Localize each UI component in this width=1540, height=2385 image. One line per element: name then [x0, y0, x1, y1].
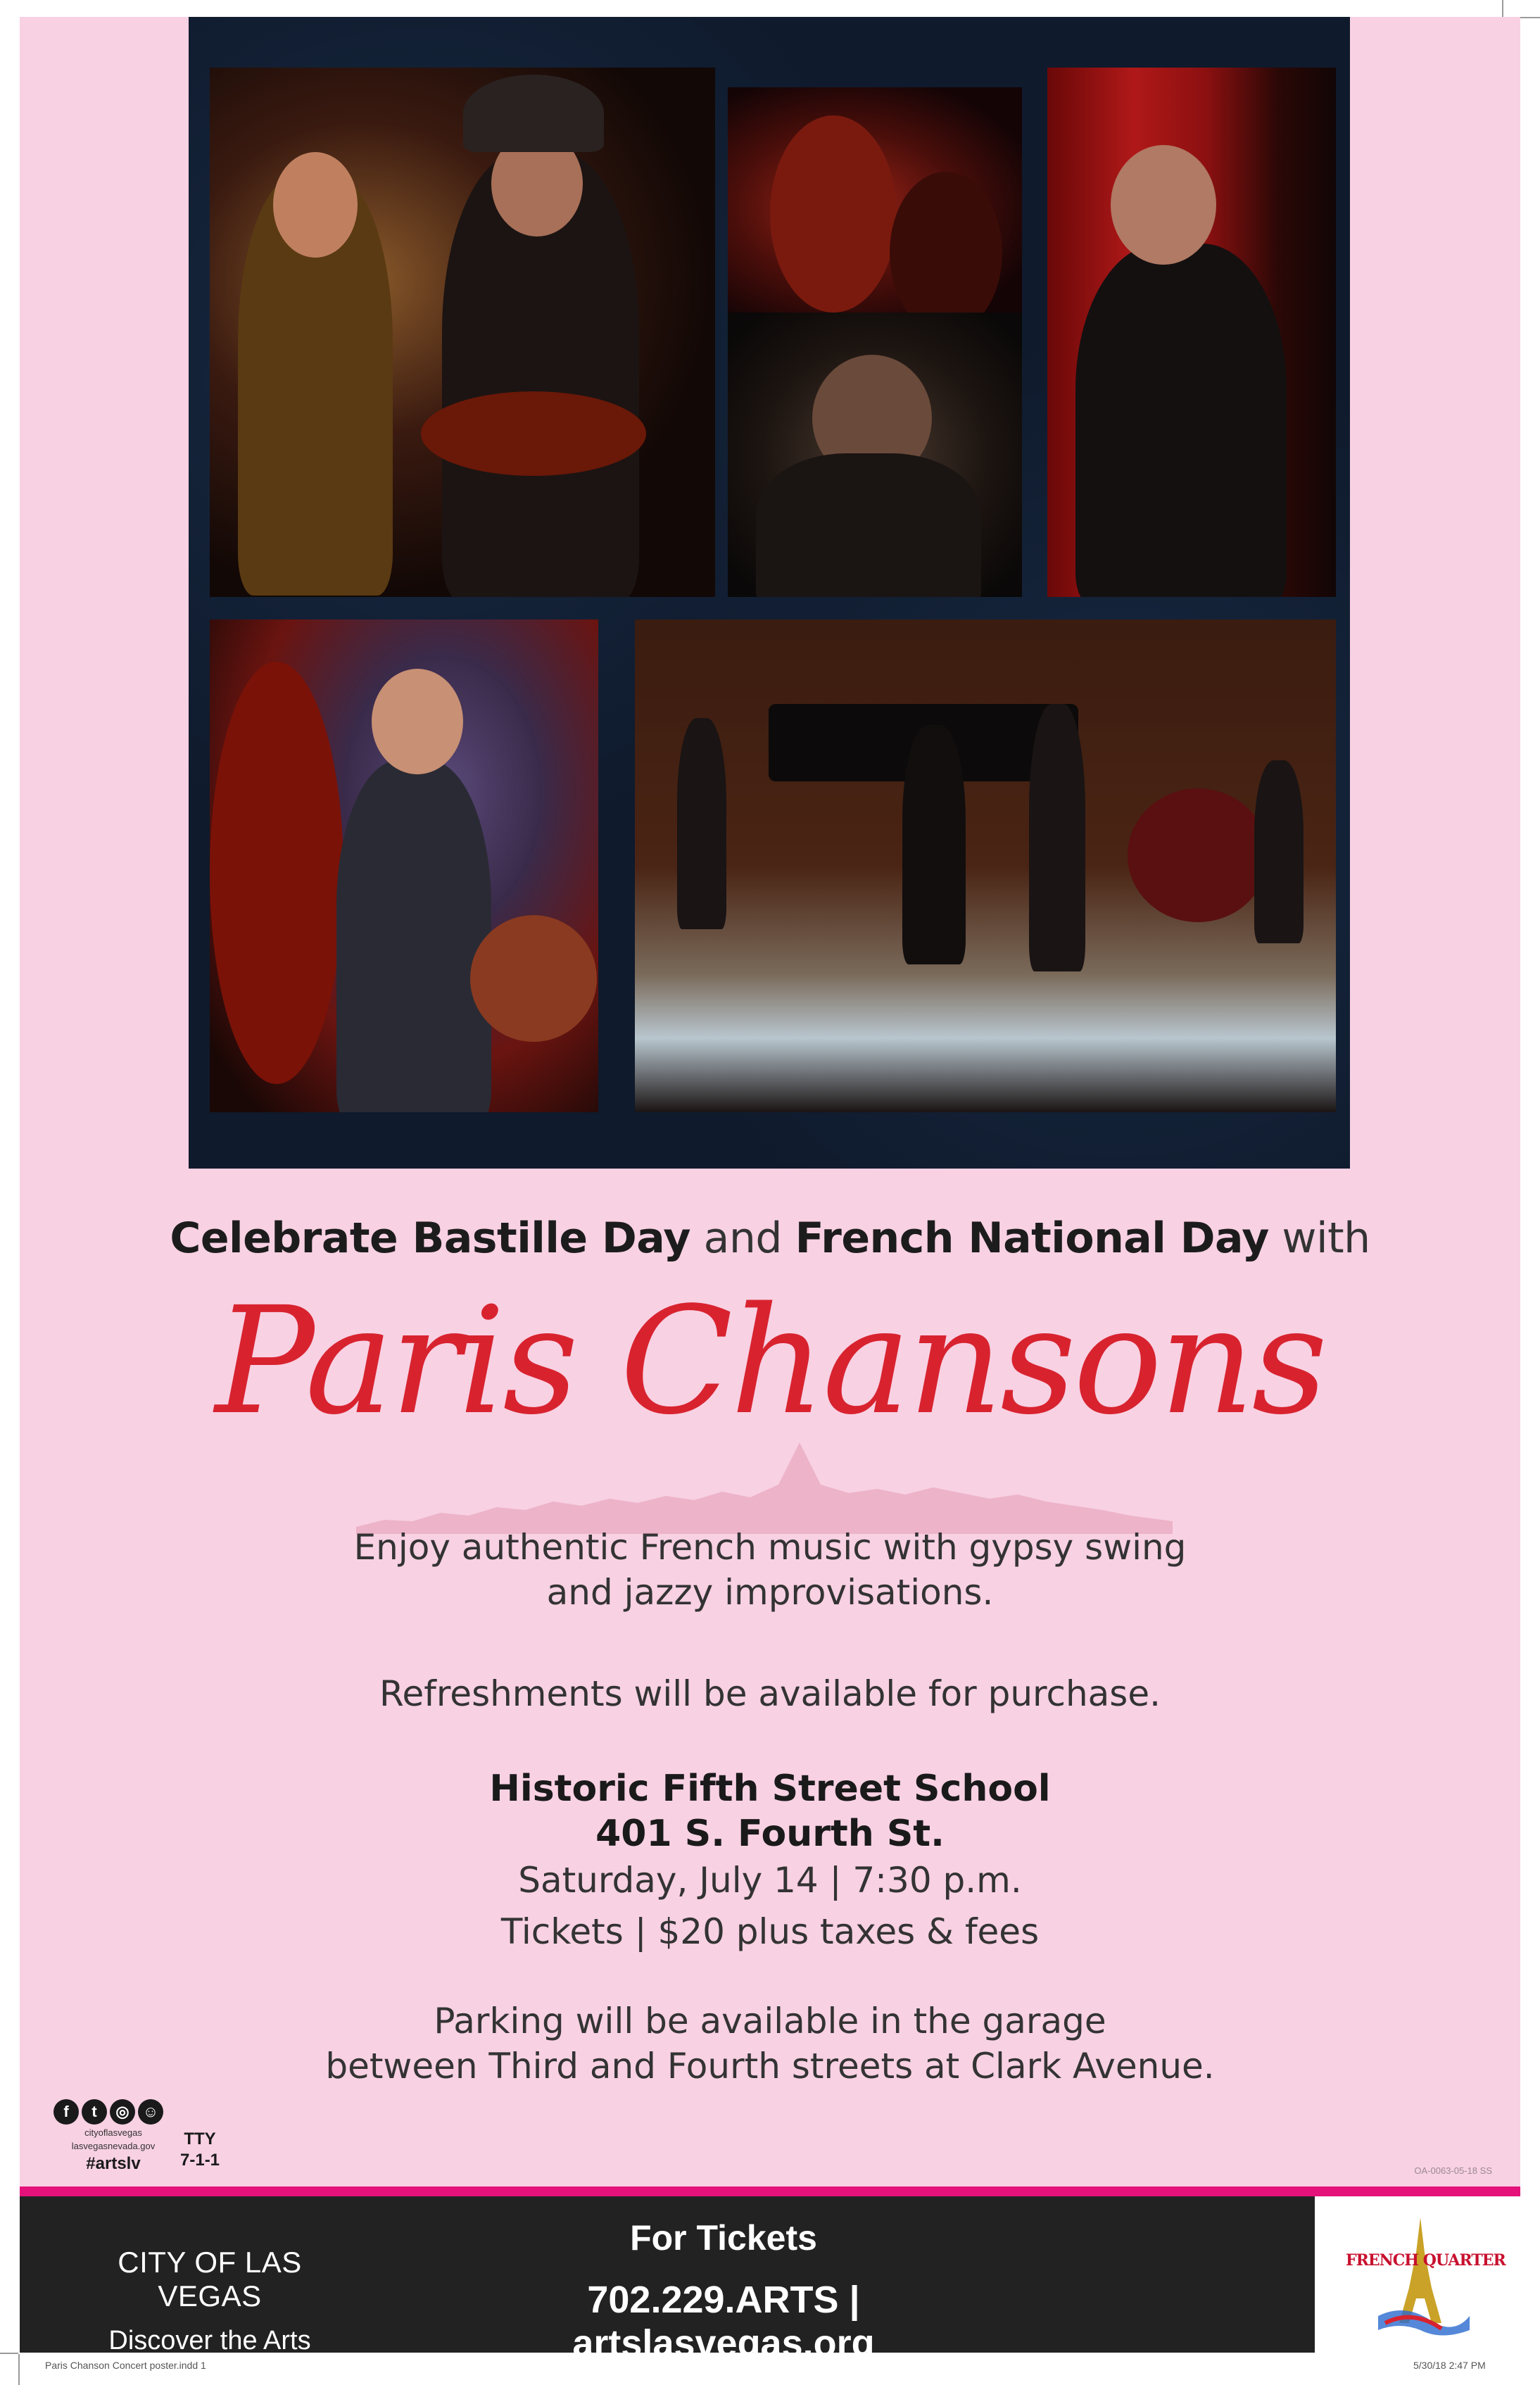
description — [20, 1525, 1520, 1615]
document-code: OA-0063-05-18 SS — [1414, 2165, 1492, 2176]
headline-and: and — [703, 1214, 783, 1263]
headline — [20, 1214, 1520, 1263]
paris-skyline-graphic — [356, 1442, 1173, 1534]
photo-singer-with-bass — [210, 619, 598, 1112]
facebook-icon[interactable]: f — [53, 2099, 79, 2125]
ticket-contact[interactable]: 702.229.ARTS | artslasvegas.org — [572, 2279, 875, 2365]
ticket-info — [442, 2217, 1005, 2365]
crop-mark — [1520, 17, 1540, 18]
file-slug: Paris Chanson Concert poster.indd 1 — [45, 2360, 206, 2371]
parking-line-1: Parking will be available in the garage — [434, 2001, 1106, 2041]
social-handle: cityoflasvegas — [84, 2127, 142, 2138]
refreshments-note: Refreshments will be available for purchase. — [379, 1673, 1161, 1714]
headline-bastille: Celebrate Bastille Day — [170, 1214, 691, 1263]
parking-line-2: between Third and Fourth streets at Clark Avenue. — [325, 2046, 1215, 2087]
hashtag: #artslv — [86, 2154, 141, 2173]
for-tickets-label: For Tickets — [630, 2218, 817, 2258]
city-name: CITY OF LAS VEGAS — [118, 2246, 302, 2312]
eiffel-tower-icon — [1364, 2217, 1477, 2337]
poster — [20, 17, 1520, 2365]
ticket-price: Tickets | $20 plus taxes & fees — [500, 1911, 1040, 1952]
twitter-icon[interactable]: t — [82, 2099, 107, 2125]
discover-tagline: Discover the Arts — [108, 2326, 311, 2355]
snapchat-icon[interactable]: ☺ — [138, 2099, 163, 2125]
social-icons — [53, 2099, 173, 2125]
print-timestamp: 5/30/18 2:47 PM — [1413, 2360, 1486, 2371]
partner-logo-panel — [1315, 2196, 1520, 2353]
parking-info — [20, 1999, 1520, 2089]
photo-violin-closeup — [728, 87, 1022, 327]
tty-label: TTY — [184, 2129, 216, 2148]
venue-address: 401 S. Fourth St. — [595, 1813, 945, 1855]
photo-band-on-stage — [635, 619, 1336, 1112]
photo-violinist — [728, 313, 1022, 597]
crop-mark — [0, 2353, 18, 2354]
event-logo: Paris Chansons — [215, 1275, 1325, 1447]
photo-collage — [189, 17, 1350, 1169]
description-line-1: Enjoy authentic French music with gypsy swing — [353, 1527, 1187, 1568]
photo-male-singer-curtain — [1047, 68, 1336, 597]
venue-name: Historic Fifth Street School — [489, 1768, 1051, 1810]
photo-singer-and-guitarist — [210, 68, 715, 597]
footer-bar — [20, 2196, 1315, 2365]
description-line-2: and jazzy improvisations. — [546, 1572, 994, 1613]
crop-mark — [18, 2354, 20, 2385]
tty-number: 7-1-1 — [180, 2151, 220, 2170]
event-datetime: Saturday, July 14 | 7:30 p.m. — [518, 1860, 1022, 1901]
tty-info — [180, 2129, 220, 2171]
partner-name: FRENCH QUARTER — [1346, 2251, 1506, 2270]
city-branding — [62, 2246, 358, 2356]
crop-mark — [1502, 0, 1503, 18]
website-small: lasvegasnevada.gov — [71, 2141, 156, 2151]
headline-with: with — [1282, 1214, 1370, 1263]
social-block — [53, 2099, 173, 2174]
magenta-rule — [20, 2186, 1520, 2196]
headline-national-day: French National Day — [795, 1214, 1269, 1263]
instagram-icon[interactable]: ◎ — [110, 2099, 135, 2125]
